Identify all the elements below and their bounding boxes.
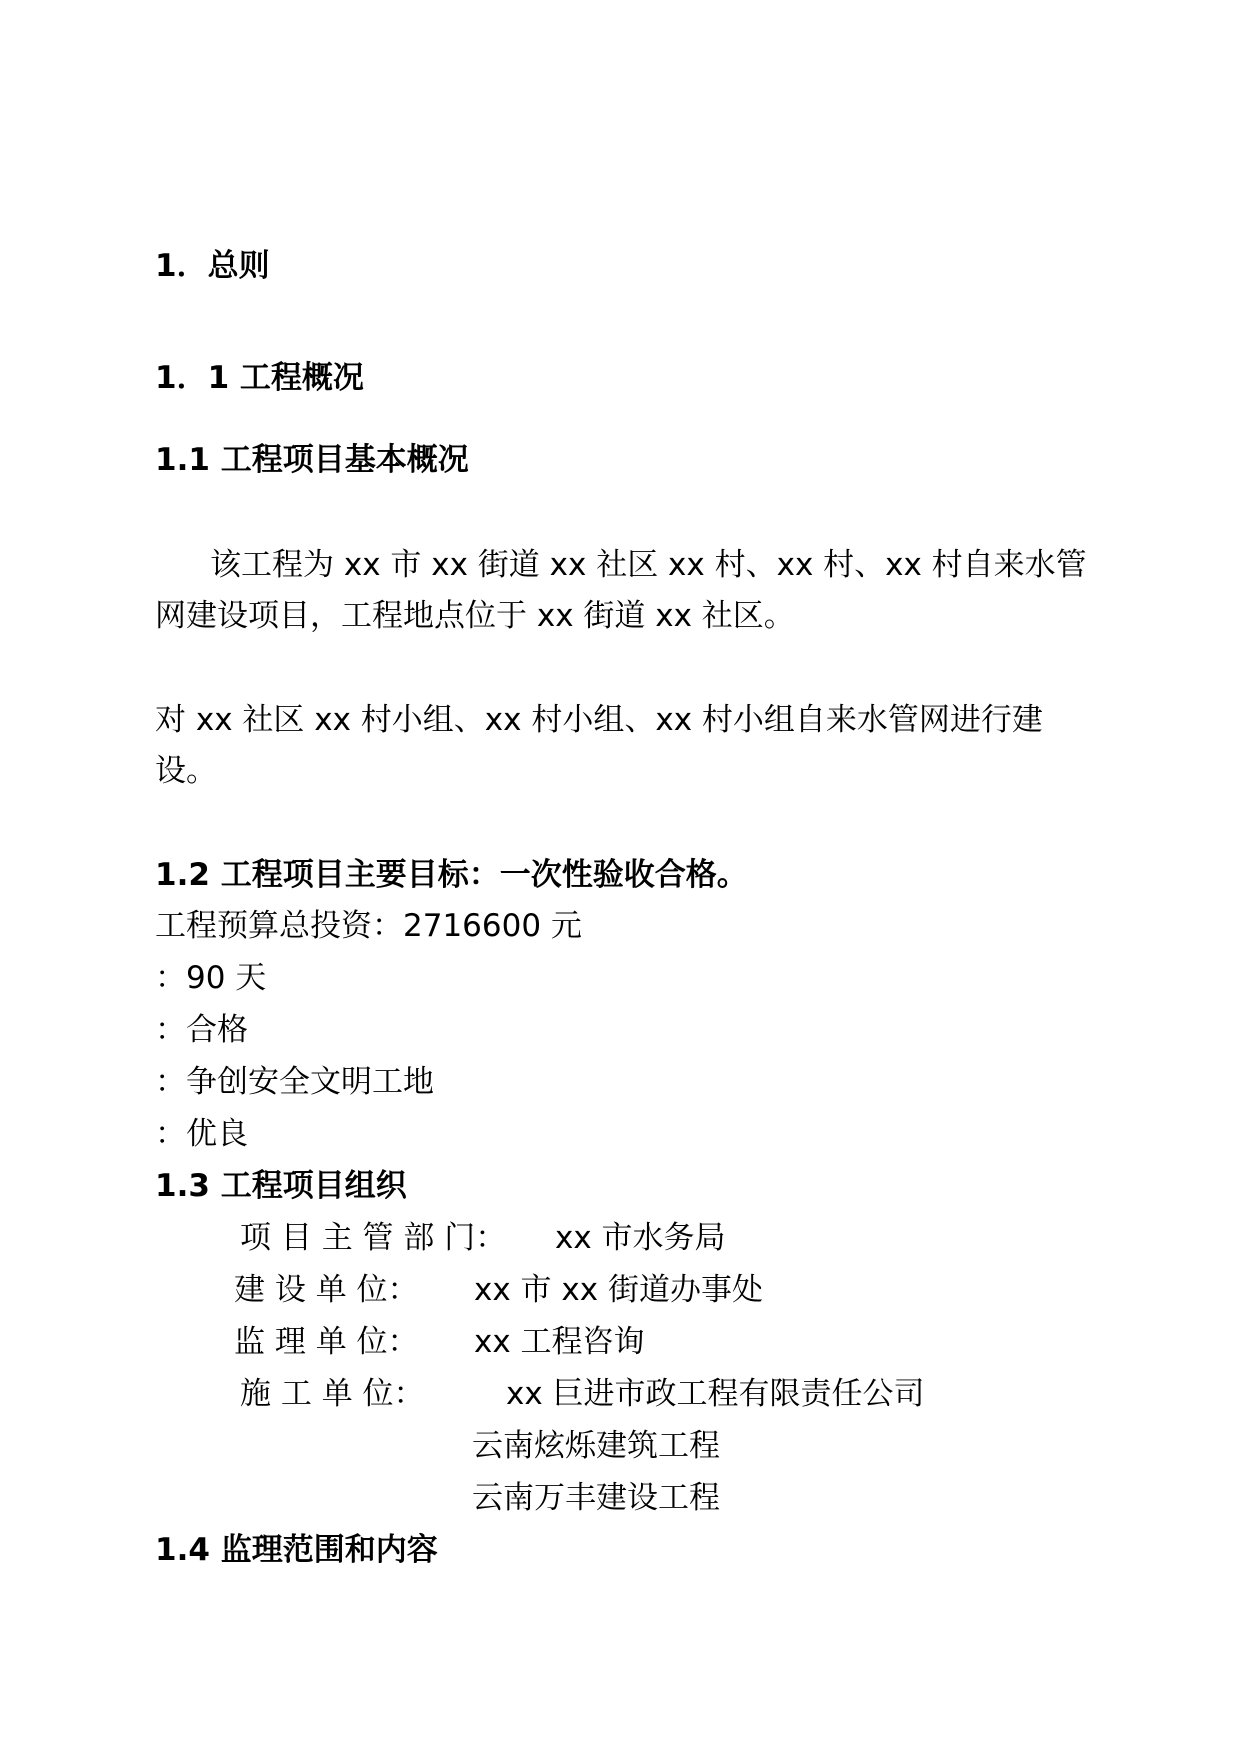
target-budget: 工程预算总投资：2716600 元 [155, 908, 582, 944]
heading-main-objectives: 1.2 工程项目主要目标：一次性验收合格。 [155, 857, 748, 893]
target-duration: ：90 天 [155, 960, 267, 996]
paragraph-2-line-2: 设。 [155, 753, 217, 789]
heading-basic-overview: 1.1 工程项目基本概况 [155, 442, 469, 478]
paragraph-1-line-2: 网建设项目，工程地点位于 xx 街道 xx 社区。 [155, 598, 795, 634]
target-grade: ：优良 [155, 1116, 248, 1152]
heading-project-organization: 1.3 工程项目组织 [155, 1168, 407, 1204]
paragraph-1-line-1: 该工程为 xx 市 xx 街道 xx 社区 xx 村、xx 村、xx 村自来水管 [210, 547, 1087, 583]
org-value-contractor: xx 巨进市政工程有限责任公司 [506, 1376, 925, 1412]
org-value-contractor-2: 云南炫烁建筑工程 [472, 1428, 720, 1464]
org-value-supervisor: xx 工程咨询 [474, 1324, 645, 1360]
org-label-supervisor: 监 理 单 位： [234, 1324, 419, 1360]
target-safety: ：争创安全文明工地 [155, 1064, 434, 1100]
org-value-contractor-3: 云南万丰建设工程 [472, 1480, 720, 1516]
heading-project-overview: 1．1 工程概况 [155, 360, 364, 396]
heading-supervision-scope: 1.4 监理范围和内容 [155, 1532, 438, 1568]
org-value-builder: xx 市 xx 街道办事处 [474, 1272, 763, 1308]
heading-general: 1．总则 [155, 248, 270, 284]
paragraph-2-line-1: 对 xx 社区 xx 村小组、xx 村小组、xx 村小组自来水管网进行建 [155, 702, 1043, 738]
org-label-authority: 项 目 主 管 部 门： [240, 1220, 507, 1256]
target-quality: ：合格 [155, 1012, 248, 1048]
org-label-contractor: 施 工 单 位： [240, 1376, 425, 1412]
org-label-builder: 建 设 单 位： [234, 1272, 419, 1308]
org-value-authority: xx 市水务局 [555, 1220, 726, 1256]
